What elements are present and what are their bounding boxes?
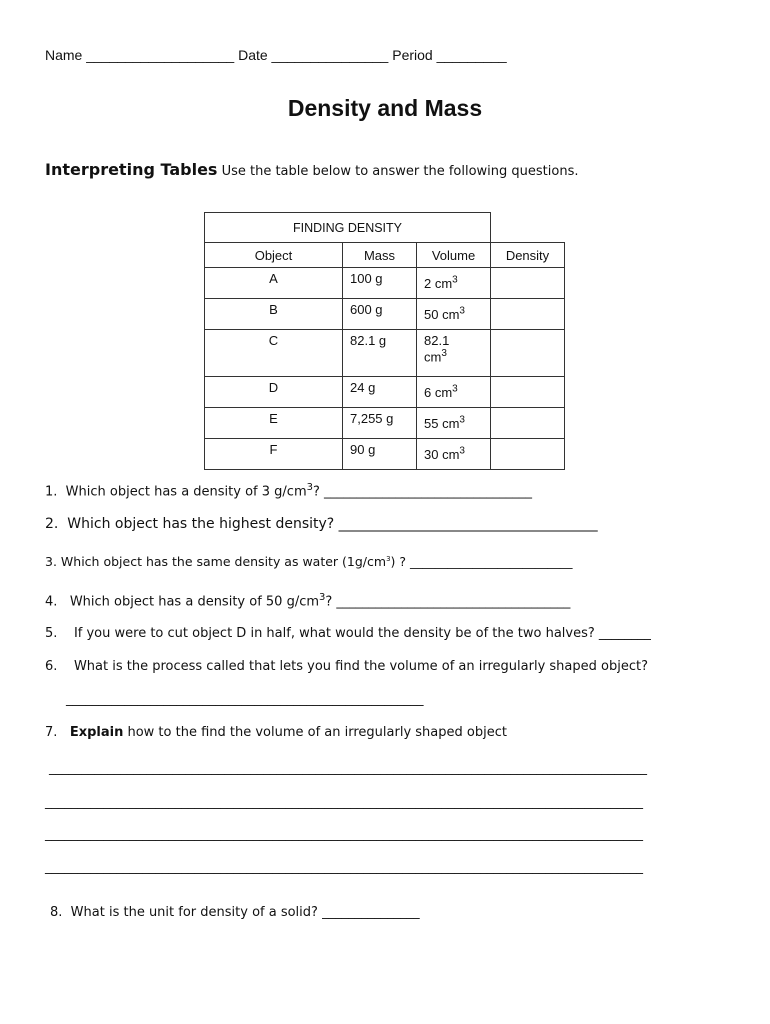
question-7: 7. Explain how to the find the volume of an irregularly shaped object <box>45 725 507 740</box>
answer-line-7d[interactable]: ____________________________________________________________________________________________ <box>45 860 643 875</box>
object-cell: A <box>205 268 343 299</box>
period-blank[interactable]: _________ <box>436 47 507 63</box>
table-row <box>205 408 565 439</box>
question-1[interactable]: 1. Which object has a density of 3 $g/cm^3$? ________________________________ <box>45 482 533 500</box>
mass-cell: 24 g <box>343 377 417 408</box>
table-row <box>205 268 565 299</box>
volume-cell: 30 $cm^3$ <box>417 439 491 470</box>
column-header-volume: Volume <box>417 243 491 268</box>
density-cell[interactable] <box>491 408 565 439</box>
density-cell[interactable] <box>491 299 565 330</box>
mass-cell: 90 g <box>343 439 417 470</box>
name-blank[interactable]: ___________________ <box>86 47 235 63</box>
table-row <box>205 439 565 470</box>
answer-line-6[interactable]: _______________________________________________________ <box>66 692 424 707</box>
date-label: Date <box>238 47 268 63</box>
section-title: Interpreting Tables <box>45 160 218 179</box>
page-title: Density and Mass <box>287 95 483 121</box>
object-cell: D <box>205 377 343 408</box>
mass-cell: 7,255 g <box>343 408 417 439</box>
answer-line-7c[interactable]: ____________________________________________________________________________________________ <box>45 827 643 842</box>
table-row <box>205 330 565 377</box>
table-row <box>205 299 565 330</box>
table-row <box>205 377 565 408</box>
volume-cell: 82.1 $cm^3$ <box>417 330 491 377</box>
density-cell[interactable] <box>491 268 565 299</box>
density-cell[interactable] <box>491 330 565 377</box>
column-header-object: Object <box>205 243 343 268</box>
table-caption: FINDING DENSITY <box>205 213 491 243</box>
section-heading <box>45 160 578 179</box>
object-cell: B <box>205 299 343 330</box>
density-cell[interactable] <box>491 439 565 470</box>
answer-line-7a[interactable]: ____________________________________________________________________________________________ <box>49 761 647 776</box>
object-cell: E <box>205 408 343 439</box>
volume-cell: 2 $cm^3$ <box>417 268 491 299</box>
question-3[interactable]: 3. Which object has the same density as water $(1g/cm^3)$ ? __________________________ <box>45 554 573 569</box>
object-cell: F <box>205 439 343 470</box>
question-6: 6. What is the process called that lets you find the volume of an irregularly shaped object? <box>45 659 648 674</box>
density-cell[interactable] <box>491 377 565 408</box>
section-instruction: Use the table below to answer the following questions. <box>221 164 579 179</box>
question-4[interactable]: 4. Which object has a density of 50 $g/cm^3$? ____________________________________ <box>45 592 571 610</box>
mass-cell: 82.1 g <box>343 330 417 377</box>
column-header-density: Density <box>491 243 565 268</box>
column-header-mass: Mass <box>343 243 417 268</box>
volume-cell: 50 $cm^3$ <box>417 299 491 330</box>
question-5[interactable]: 5. If you were to cut object D in half, what would the density be of the two halves? ________ <box>45 626 651 641</box>
student-info-line <box>45 47 507 63</box>
table-caption-spacer <box>491 213 565 243</box>
volume-cell: 55 $cm^3$ <box>417 408 491 439</box>
name-label: Name <box>45 47 83 63</box>
mass-cell: 600 g <box>343 299 417 330</box>
question-8[interactable]: 8. What is the unit for density of a solid? _______________ <box>50 905 420 920</box>
mass-cell: 100 g <box>343 268 417 299</box>
question-2[interactable]: 2. Which object has the highest density? _____________________________________ <box>45 516 598 532</box>
finding-density-table <box>204 212 565 470</box>
period-label: Period <box>392 47 433 63</box>
date-blank[interactable]: _______________ <box>271 47 389 63</box>
object-cell: C <box>205 330 343 377</box>
volume-cell: 6 $cm^3$ <box>417 377 491 408</box>
answer-line-7b[interactable]: ____________________________________________________________________________________________ <box>45 795 643 810</box>
